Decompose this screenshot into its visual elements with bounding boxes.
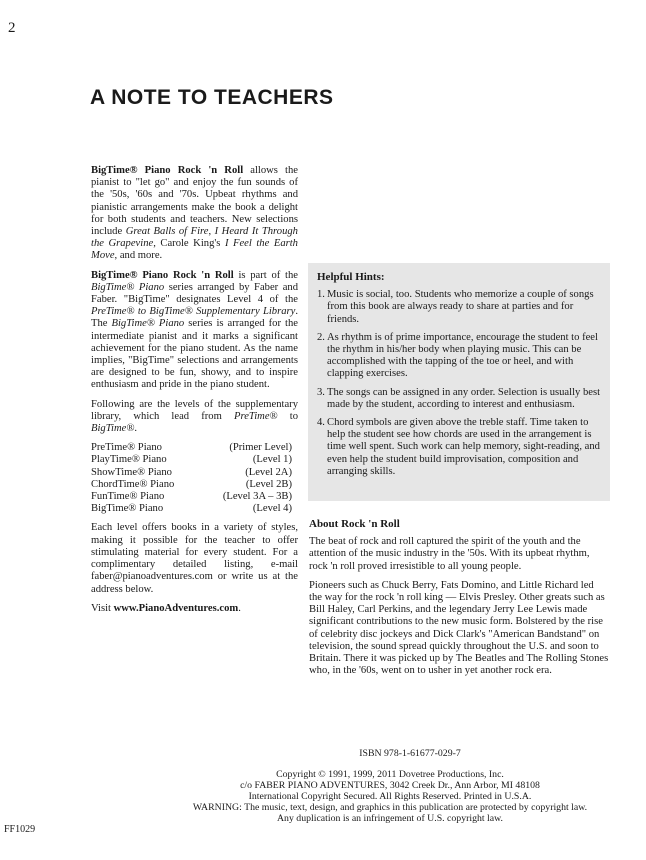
level-name: PreTime® Piano [91, 442, 162, 454]
isbn: ISBN 978-1-61677-029-7 [359, 748, 461, 759]
text: . [238, 602, 241, 614]
about-paragraph: The beat of rock and roll captured the spirit of the youth and the attention of the music industry in the '50s. With its upbeat rhythm, rock 'n roll proved irresistible to all young people. [309, 536, 590, 572]
level-value: (Level 2A) [245, 466, 292, 478]
text: series is arranged for the intermediate pianist and it marks a significant achievement for the piano student. As the name implies, "BigTime" selections and arrangements are designed to be fun, showy, and to inspire enthusiasm and pride in the piano student. [91, 318, 298, 391]
text: Following are the levels of the supplementary library, which lead from [91, 398, 298, 422]
level-name: ShowTime® Piano [91, 466, 172, 478]
footer-line: Copyright © 1991, 1999, 2011 Dovetree Productions, Inc. [276, 769, 504, 780]
hint-item: 3. The songs can be assigned in any order. Selection is usually best made by the student, according to interest and enthusiasm. [317, 386, 601, 410]
text: Visit [91, 602, 114, 614]
series-name: PreTime® [234, 410, 278, 422]
text: . [134, 423, 138, 435]
text: series arranged by Faber and Faber. "BigTime" designates Level 4 of the [91, 281, 298, 306]
text: . The [91, 306, 298, 330]
page-title: A NOTE TO TEACHERS [90, 86, 334, 109]
book-title: BigTime® Piano Rock 'n Roll [91, 165, 244, 176]
hint-item: 2. As rhythm is of prime importance, encourage the student to feel the rhythm in his/her body when playing music. This can be accomplished with the tapping of the toe or heel, and with clapping exercises. [317, 332, 601, 381]
level-name: ChordTime® Piano [91, 478, 175, 490]
level-value: (Primer Level) [229, 442, 292, 454]
level-value: (Level 2B) [245, 478, 292, 490]
hints-title: Helpful Hints: [317, 271, 385, 283]
level-row [91, 467, 292, 479]
levels-list [91, 442, 292, 515]
intro-paragraph [91, 165, 298, 263]
text: , [208, 226, 215, 238]
contact-paragraph: Each level offers books in a variety of styles, making it possible for the teacher to offer stimulating material for every student. For a complimentary detailed listing, e-mail faber@pianoadventures.com or write us at the address below. [91, 522, 298, 595]
about-paragraph: Pioneers such as Chuck Berry, Fats Domino, and Little Richard led the way for the rock 'n roll king — Elvis Presley. Other greats such as Bill Haley, Carl Perkins, and the legendary Jerry Lee Lewis made significant contributions to the new music form. Bolstered by the rise of celebrity disc jockeys and Dick Clark's "American Bandstand" on television, the sound spread quickly throughout the U.S. and soon to Britain. There it was picked up by The Beatles and The Rolling Stones who, in the '60s, went on to usher in yet another rock era. [309, 579, 609, 677]
series-paragraph [91, 270, 298, 392]
level-name: PlayTime® Piano [91, 454, 167, 466]
text: to [277, 410, 299, 422]
series-name: BigTime® Piano [91, 281, 165, 293]
left-column [91, 165, 298, 622]
about-section [309, 518, 609, 684]
level-row [91, 491, 292, 503]
hint-item: 4. Chord symbols are given above the treble staff. Time taken to help the student see how chords are used in the arrangement is time well spent. Such work can help memory, sight-reading, and even help the student build improvisation, composition and arranging skills. [317, 417, 600, 477]
song-title: I Feel the Earth Move [91, 238, 298, 262]
hint-text: As rhythm is of prime importance, encourage the student to feel the rhythm in his/her body when playing music. This can be accomplished with the tapping of the toe or heel, and with clapping exercises. [327, 331, 598, 380]
hints-list [317, 289, 601, 478]
level-row [91, 503, 292, 515]
level-row [91, 454, 292, 466]
level-value: (Level 1) [252, 454, 292, 466]
text: is part of the [233, 269, 298, 281]
footer-line: WARNING: The music, text, design, and graphics in this publication are protected by copyright law. [192, 802, 588, 813]
text: , and more. [114, 250, 163, 262]
level-row [91, 479, 292, 491]
hint-item: 1. Music is social, too. Students who memorize a couple of songs from this book are always ready to share at parties and for friends. [317, 289, 601, 326]
hint-text: Music is social, too. Students who memorize a couple of songs from this book are always ready to share at parties and for friends. [327, 289, 594, 325]
levels-intro [91, 399, 298, 436]
page-number: 2 [8, 20, 16, 36]
text: , Carole King's [153, 238, 225, 250]
level-name: BigTime® Piano [91, 503, 164, 515]
footer-line: c/o FABER PIANO ADVENTURES, 3042 Creek Dr., Ann Arbor, MI 48108 [240, 780, 540, 791]
helpful-hints-box [308, 263, 610, 501]
song-title: I Heard It Through the Grapevine [91, 226, 298, 250]
library-name: PreTime® to BigTime® Supplementary Library [91, 306, 296, 318]
level-row [91, 442, 292, 454]
level-value: (Level 4) [252, 503, 292, 515]
level-value: (Level 3A – 3B) [222, 491, 292, 503]
series-name: BigTime® Piano [111, 318, 185, 330]
hint-text: Chord symbols are given above the treble staff. Time taken to help the student see how chords are used in the arrangement is time well spent. Such work can help memory, sight-reading, and even help the student build improvisation, composition and arranging skills. [327, 417, 600, 477]
hint-text: The songs can be assigned in any order. Selection is usually best made by the student, according to interest and enthusiasm. [327, 386, 601, 410]
level-name: FunTime® Piano [91, 491, 165, 503]
text: allows the pianist to "let go" and enjoy the fun sounds of the '50s, '60s and '70s. Upbeat rhythms and pianistic arrangements make the book a delight for both students and teachers. New selections include [91, 165, 298, 238]
about-title: About Rock 'n Roll [309, 518, 400, 530]
website-link[interactable]: www.PianoAdventures.com [113, 602, 239, 614]
copyright-footer [100, 748, 646, 824]
footer-line: Any duplication is an infringement of U.S. copyright law. [276, 813, 503, 824]
book-title: BigTime® Piano Rock 'n Roll [91, 269, 234, 281]
series-name: BigTime® [91, 423, 135, 435]
product-code: FF1029 [4, 824, 36, 835]
visit-paragraph [91, 603, 298, 615]
song-title: Great Balls of Fire [125, 226, 209, 238]
footer-line: International Copyright Secured. All Rights Reserved. Printed in U.S.A. [248, 791, 532, 802]
